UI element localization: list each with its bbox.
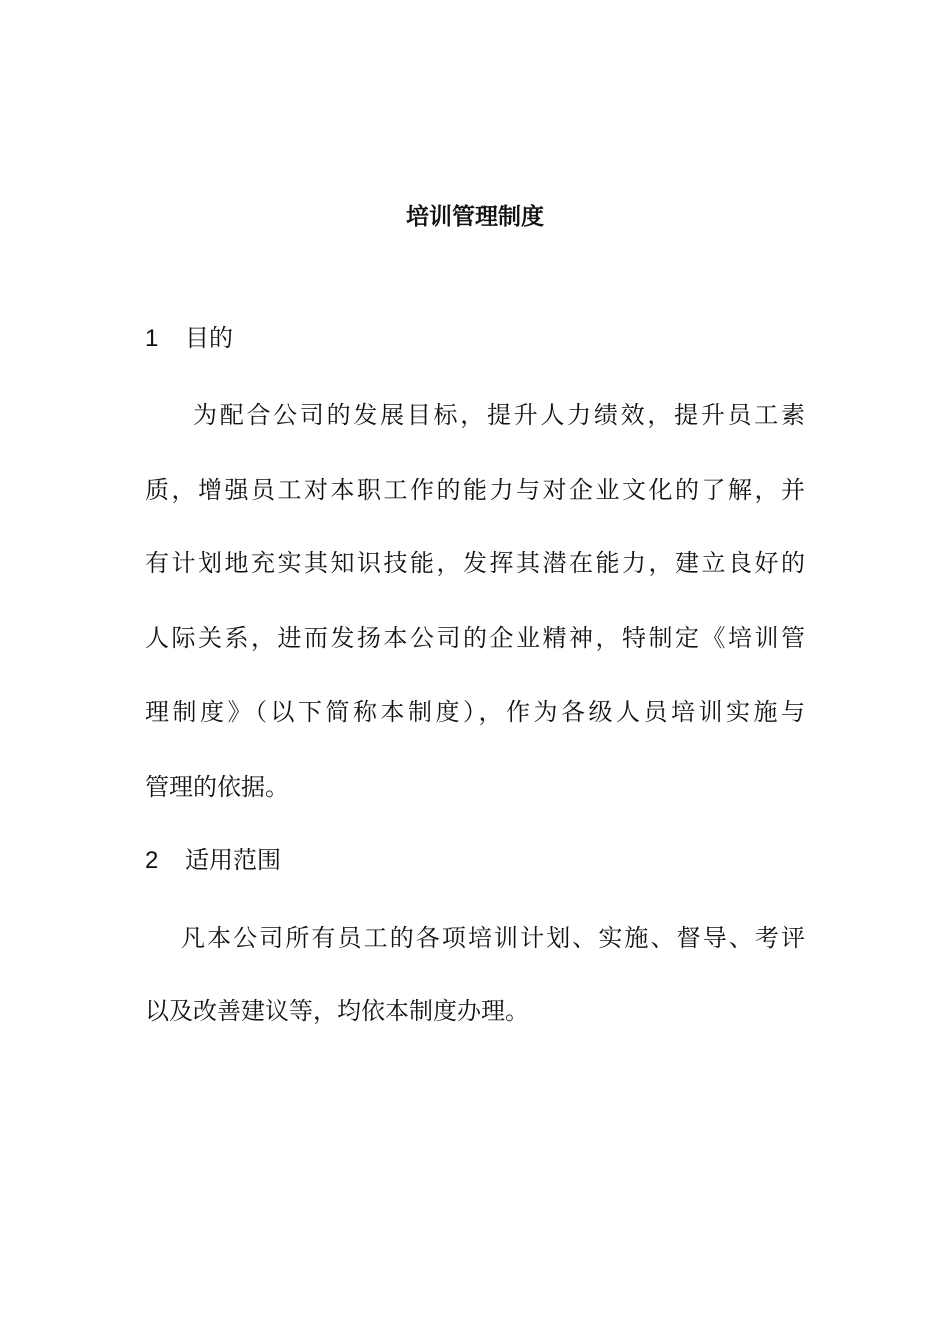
section-heading-scope [145, 840, 281, 881]
section-number: 2 [145, 847, 159, 874]
paragraph-line: 以及改善建议等，均依本制度办理。 [145, 997, 529, 1025]
section-heading-purpose [145, 318, 233, 359]
paragraph-line: 理制度》（以下简称本制度），作为各级人员培训实施与 [145, 698, 805, 726]
paragraph-line: 质，增强员工对本职工作的能力与对企业文化的了解，并 [145, 476, 805, 504]
paragraph-line: 人际关系，进而发扬本公司的企业精神，特制定《培训管 [145, 624, 805, 652]
paragraph-line: 为配合公司的发展目标，提升人力绩效，提升员工素 [193, 401, 805, 429]
paragraph-line: 有计划地充实其知识技能，发挥其潜在能力，建立良好的 [145, 549, 805, 577]
section-title: 适用范围 [185, 846, 281, 874]
paragraph-line: 凡本公司所有员工的各项培训计划、实施、督导、考评 [181, 924, 805, 952]
document-title: 培训管理制度 [406, 204, 544, 230]
section-number: 1 [145, 325, 159, 352]
section-title: 目的 [185, 324, 233, 352]
paragraph-line: 管理的依据。 [145, 773, 289, 801]
